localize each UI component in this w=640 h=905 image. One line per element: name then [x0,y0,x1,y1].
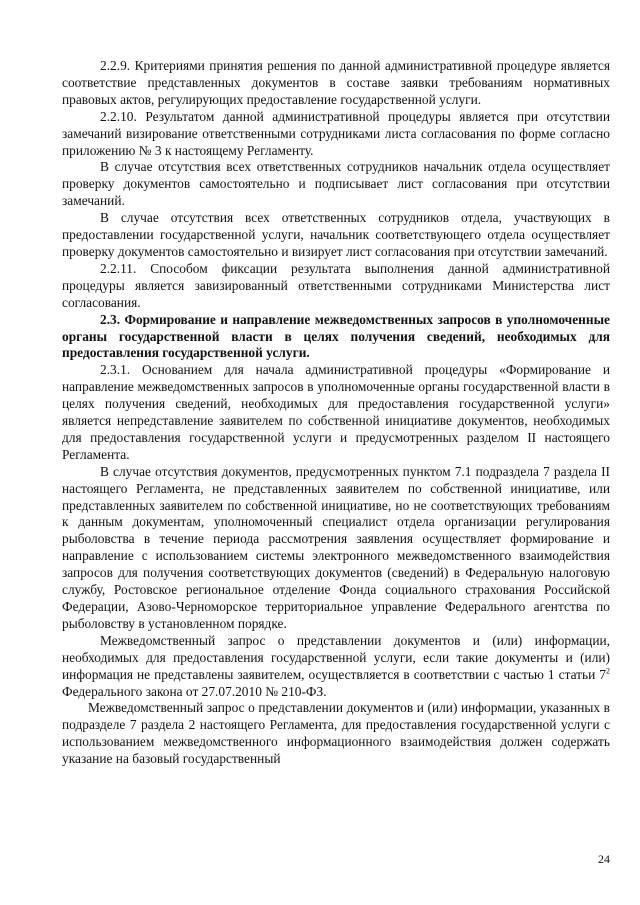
document-page [62,58,610,768]
paragraph-interagency-request-content: Межведомственный запрос о представлении документов и (или) информации, указанных в подразделе 7 раздела 2 настоящего Регламента, для предоставления государственной услуги с использованием межведомственного информационного взаимодействия должен содержать указание на базовый государственный [62,700,610,767]
paragraph-absent-staff-department: В случае отсутствия всех ответственных сотрудников отдела, участвующих в предоставлении государственной услуги, начальник соответствующего отдела осуществляет проверку документов самостоятельно и визирует лист согласования при отсутствии замечаний. [62,210,610,259]
paragraph-2-2-11: 2.2.11. Способом фиксации результата выполнения данной административной процедуры является завизированный ответственными сотрудниками Министерства лист согласования. [62,260,610,310]
paragraph-missing-documents: В случае отсутствия документов, предусмотренных пунктом 7.1 подраздела 7 раздела II настоящего Регламента, не представленных заявителем по собственной инициативе, или представленных заявителем по собственной инициативе, но не соответствующих требованиям к данным документам, уполномоченный специалист отдела организации регулирования рыболовства в течение периода рассмотрения заявления осуществляет формирование и направление с использованием системы электронного межведомственного взаимодействия запросов для получения соответствующих документов (сведений) в Федеральную налоговую службу, Ростовское региональное отделение Фонда социального страхования Российской Федерации, Азово-Черноморское территориальное управление Федерального агентства по рыболовству в установленном порядке. [62,463,610,631]
paragraph-interagency-request-text: Межведомственный запрос о представлении документов и (или) информации, необходимых для предоставления государственной услуги, если такие документы и (или) информация не представлены заявителем, осуществляется в соответствии с частью 1 статьи 7 [62,632,610,682]
paragraph-2-3-1: 2.3.1. Основанием для начала административной процедуры «Формирование и направление межведомственных запросов в уполномоченные органы государственной власти в целях получения сведений, необходимых для предоставления государственной услуги» является непредставление заявителем по собственной инициативе документов, необходимых для предоставления государственной услуги и предусмотренных разделом II настоящего Регламента. [62,362,610,462]
paragraph-2-2-10: 2.2.10. Результатом данной административной процедуры является при отсутствии замечаний визирование ответственными сотрудниками листа согласования по форме согласно приложению № 3 к настоящему Регламенту. [62,108,610,158]
paragraph-absent-staff-head: В случае отсутствия всех ответственных сотрудников начальник отдела осуществляет проверку документов самостоятельно и подписывает лист согласования при отсутствии замечаний. [62,159,610,209]
page-number: 24 [598,852,610,866]
superscript: 2 [606,666,610,676]
paragraph-2-2-9: 2.2.9. Критериями принятия решения по данной административной процедуре является соответствие представленных документов в составе заявки требованиям нормативных правовых актов, регулирующих предоставление государственной услуги. [62,58,610,107]
paragraph-interagency-request [62,633,610,701]
section-heading-2-3: 2.3. Формирование и направление межведомственных запросов в уполномоченные органы государственной власти в целях получения сведений, необходимых для предоставления государственной услуги. [62,311,610,361]
paragraph-interagency-request-tail: Федерального закона от 27.07.2010 № 210-ФЗ. [62,683,327,699]
